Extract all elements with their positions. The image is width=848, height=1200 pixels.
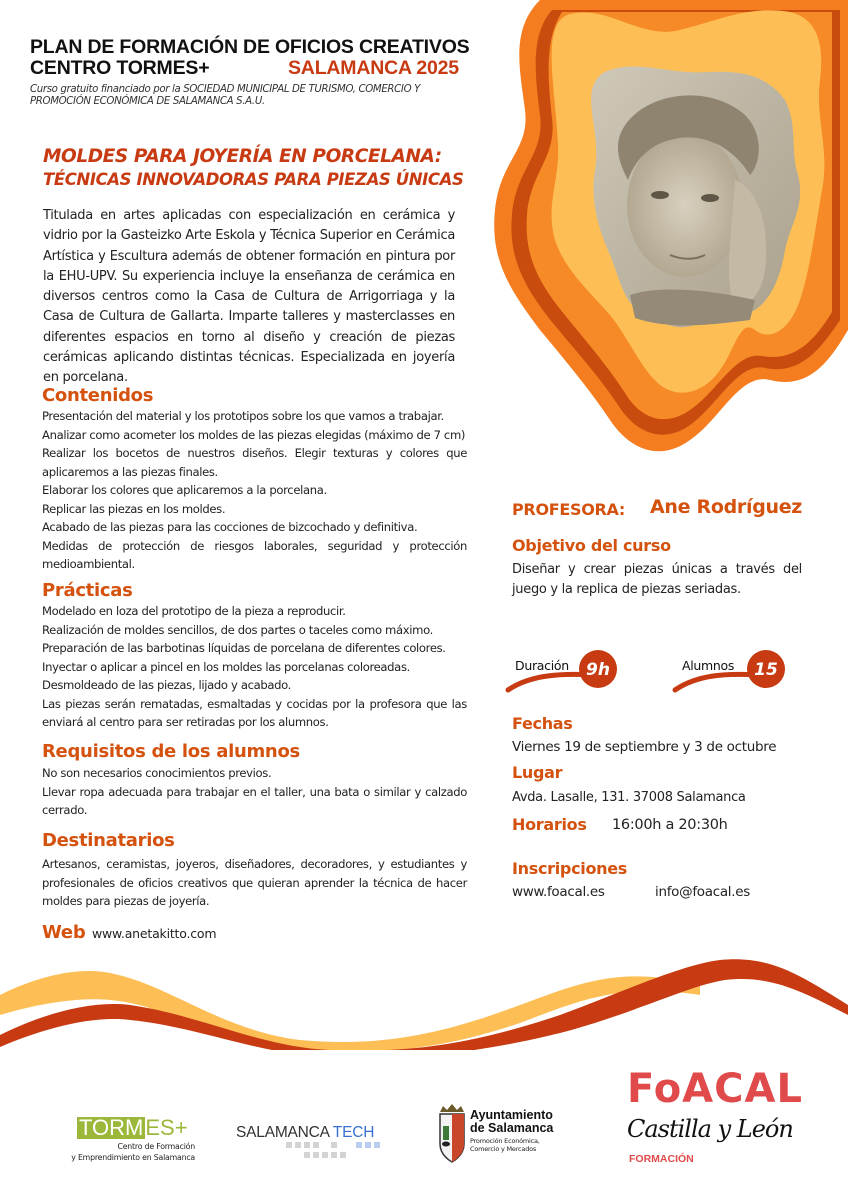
list-item: Acabado de las piezas para las cocciones de bizcochado y definitiva. <box>42 520 418 534</box>
list-item: Las piezas serán rematadas, esmaltadas y cocidas por la profesora que las enviará al centro para ser retiradas por los alumnos. <box>42 696 467 729</box>
alumnos-value: 15 <box>754 660 778 680</box>
instructor-bio: Titulada en artes aplicadas con especialización en cerámica y vidrio por la Gasteizko Arte Eskola y Técnica Superior en Cerámica Artística y Escultura además de obtener formación en pintura por la EHU-UPV. Su experiencia incluye la enseñanza de cerámica en diversos centros como la Casa de Cultura de Arrigorriaga y la Casa de Cultura de Gallarta. Imparte talleres y masterclasses en diferentes espacios en torno al diseño y creación de piezas cerámicas aplicando distintas técnicas. Especializada en joyería en porcelana. <box>43 208 455 386</box>
inscripciones-heading: Inscripciones <box>512 859 628 878</box>
list-item: No son necesarios conocimientos previos. <box>42 766 272 780</box>
destinatarios-heading: Destinatarios <box>42 830 175 851</box>
list-item: Realizar los bocetos de nuestros diseños. Elegir texturas y colores que aplicaremos a las piezas finales. <box>42 446 467 479</box>
header-subtitle-line1: Curso gratuito financiado por la SOCIEDAD MUNICIPAL DE TURISMO, COMERCIO Y <box>30 84 421 95</box>
header-subtitle-line2: PROMOCIÓN ECONÓMICA DE SALAMANCA S.A.U. <box>30 96 265 107</box>
ayuntamiento-line3: Promoción Económica, <box>470 1137 540 1145</box>
salamanca-tech-pixels <box>286 1142 396 1166</box>
list-item: Preparación de las barbotinas líquidas de porcelana de diferentes colores. <box>42 641 446 655</box>
list-item: Presentación del material y los prototipos sobre los que vamos a trabajar. <box>42 409 444 423</box>
web-link[interactable]: www.anetakitto.com <box>92 926 217 941</box>
list-item: Modelado en loza del prototipo de la pieza a reproducir. <box>42 604 346 618</box>
salamanca-tech-logo <box>236 1124 374 1142</box>
list-item: Desmoldeado de las piezas, lijado y acabado. <box>42 678 292 692</box>
list-item: Inyectar o aplicar a pincel en los moldes las porcelanas coloreadas. <box>42 659 410 674</box>
requisitos-list <box>42 764 467 820</box>
tormes-logo-block: TORM <box>79 1115 144 1140</box>
duracion-value: 9h <box>586 660 610 680</box>
tormes-logo <box>77 1117 188 1139</box>
list-item: Medidas de protección de riesgos laborales, seguridad y protección medioambiental. <box>42 538 467 571</box>
foacal-logo: FoACAL <box>627 1066 803 1112</box>
header-line1: PLAN DE FORMACIÓN DE OFICIOS CREATIVOS <box>30 36 470 58</box>
contenidos-heading: Contenidos <box>42 385 154 406</box>
header-salamanca-2025: SALAMANCA 2025 <box>288 57 459 79</box>
ayuntamiento-coat-of-arms-icon <box>437 1104 467 1164</box>
foacal-formacion: FORMACIÓN <box>629 1153 694 1165</box>
course-title-line2: TÉCNICAS INNOVADORAS PARA PIEZAS ÚNICAS <box>43 170 464 189</box>
bottom-wave <box>0 955 848 1050</box>
inscripciones-email[interactable]: info@foacal.es <box>655 884 750 900</box>
profesora-name: Ane Rodríguez <box>650 496 803 518</box>
horarios-text: 16:00h a 20:30h <box>612 817 728 833</box>
list-item: Llevar ropa adecuada para trabajar en el taller, una bata o similar y calzado cerrado. <box>42 784 467 817</box>
list-item: Realización de moldes sencillos, de dos partes o taceles como máximo. <box>42 622 433 637</box>
inscripciones-web[interactable]: www.foacal.es <box>512 884 605 900</box>
list-item: Analizar como acometer los moldes de las piezas elegidas (máximo de 7 cm) <box>42 427 466 442</box>
web-label: Web <box>42 922 86 943</box>
objetivo-heading: Objetivo del curso <box>512 536 671 555</box>
objetivo-text: Diseñar y crear piezas únicas a través del juego y la replica de piezas seriadas. <box>512 562 802 597</box>
foacal-script: Castilla y León <box>627 1115 793 1143</box>
ayuntamiento-line1: Ayuntamiento <box>470 1108 553 1122</box>
profesora-label: PROFESORA: <box>512 500 626 519</box>
ayuntamiento-line4: Comercio y Mercados <box>470 1145 537 1153</box>
list-item: Elaborar los colores que aplicaremos a la porcelana. <box>42 483 327 497</box>
lugar-text: Avda. Lasalle, 131. 37008 Salamanca <box>512 790 746 805</box>
alumnos-label: Alumnos <box>682 658 735 673</box>
fechas-heading: Fechas <box>512 714 573 733</box>
horarios-heading: Horarios <box>512 815 587 834</box>
fechas-text: Viernes 19 de septiembre y 3 de octubre <box>512 739 777 755</box>
practicas-heading: Prácticas <box>42 580 133 601</box>
header-centro: CENTRO TORMES+ <box>30 57 210 79</box>
destinatarios-text: Artesanos, ceramistas, joyeros, diseñadores, decoradores, y estudiantes y profesionales de oficios creativos que quieran aprender la técnica de hacer moldes para piezas de joyería. <box>42 857 467 908</box>
salamanca-tech-a: SALAMANCA <box>236 1124 329 1141</box>
practicas-list <box>42 602 467 732</box>
lugar-heading: Lugar <box>512 763 563 782</box>
contenidos-list <box>42 407 467 574</box>
duracion-label: Duración <box>515 658 569 673</box>
requisitos-heading: Requisitos de los alumnos <box>42 741 300 762</box>
ayuntamiento-line2: de Salamanca <box>470 1121 554 1135</box>
tormes-logo-line1: Centro de Formación <box>117 1142 195 1151</box>
salamanca-tech-b: TECH <box>332 1124 375 1141</box>
course-title-line1: MOLDES PARA JOYERÍA EN PORCELANA: <box>43 146 442 167</box>
blob-photo-frame <box>470 0 848 475</box>
tormes-logo-suffix: ES+ <box>145 1115 188 1140</box>
list-item: Replicar las piezas en los moldes. <box>42 501 226 516</box>
tormes-logo-line2: y Emprendimiento en Salamanca <box>71 1153 195 1162</box>
